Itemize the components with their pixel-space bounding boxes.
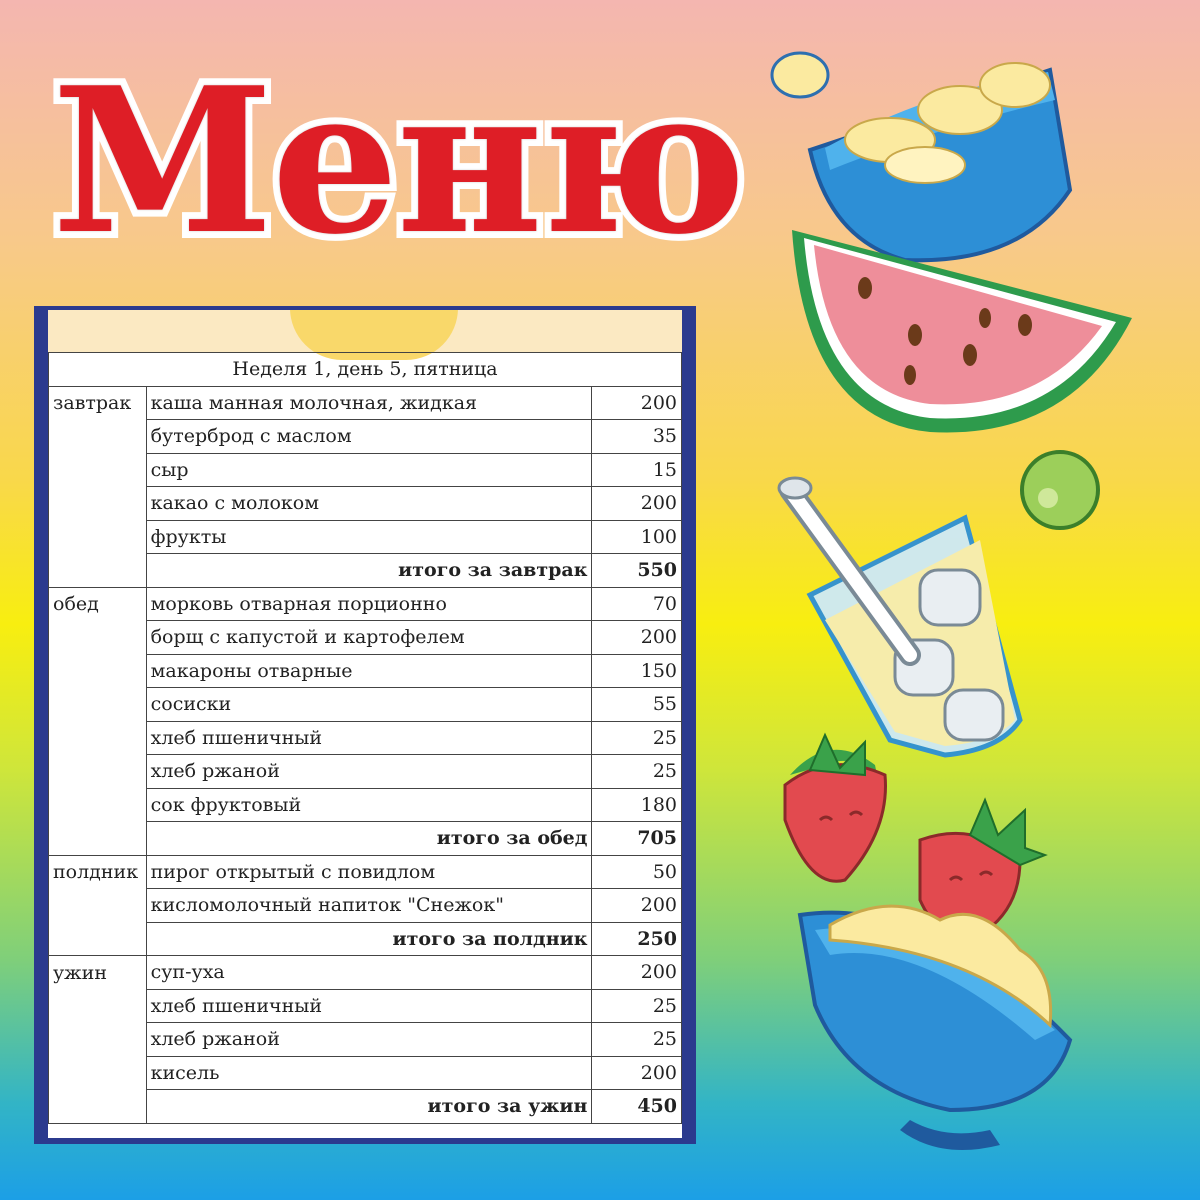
table-heading: Неделя 1, день 5, пятница [49, 353, 682, 387]
portion-amount: 50 [592, 855, 682, 889]
meal-cell [49, 420, 147, 454]
dish-name: кисломолочный напиток "Снежок" [146, 889, 592, 923]
table-total-row [49, 922, 682, 956]
meal-cell [49, 487, 147, 521]
dish-name: макароны отварные [146, 654, 592, 688]
meal-cell [49, 621, 147, 655]
total-value: 450 [592, 1090, 682, 1124]
table-heading-row [49, 353, 682, 387]
meal-cell: ужин [49, 956, 147, 990]
meal-cell: обед [49, 587, 147, 621]
meal-cell [49, 554, 147, 588]
table-total-row [49, 822, 682, 856]
green-pea-icon [1022, 452, 1098, 528]
portion-amount: 55 [592, 688, 682, 722]
meal-cell [49, 989, 147, 1023]
portion-amount: 200 [592, 956, 682, 990]
table-row [49, 654, 682, 688]
portion-amount: 100 [592, 520, 682, 554]
total-value: 250 [592, 922, 682, 956]
dish-name: хлеб ржаной [146, 1023, 592, 1057]
dish-name: хлеб ржаной [146, 755, 592, 789]
total-value: 705 [592, 822, 682, 856]
menu-table [48, 352, 682, 1124]
meal-cell: полдник [49, 855, 147, 889]
table-row [49, 989, 682, 1023]
total-label: итого за обед [146, 822, 592, 856]
dish-name: сок фруктовый [146, 788, 592, 822]
table-row [49, 520, 682, 554]
portion-amount: 35 [592, 420, 682, 454]
drink-cup-with-straw-icon [779, 478, 1020, 755]
table-row [49, 755, 682, 789]
portion-amount: 15 [592, 453, 682, 487]
portion-amount: 200 [592, 487, 682, 521]
portion-amount: 70 [592, 587, 682, 621]
dish-name: какао с молоком [146, 487, 592, 521]
table-row [49, 889, 682, 923]
page-title: Меню [52, 44, 745, 279]
dish-name: хлеб пшеничный [146, 989, 592, 1023]
dish-name: фрукты [146, 520, 592, 554]
total-label: итого за ужин [146, 1090, 592, 1124]
meal-cell [49, 1056, 147, 1090]
dish-name: кисель [146, 1056, 592, 1090]
table-total-row [49, 554, 682, 588]
dish-name: сыр [146, 453, 592, 487]
dish-name: хлеб пшеничный [146, 721, 592, 755]
table-row [49, 453, 682, 487]
table-row [49, 788, 682, 822]
meal-cell [49, 1090, 147, 1124]
table-row [49, 621, 682, 655]
table-total-row [49, 1090, 682, 1124]
table-row [49, 1023, 682, 1057]
dish-name: борщ с капустой и картофелем [146, 621, 592, 655]
portion-amount: 200 [592, 621, 682, 655]
total-value: 550 [592, 554, 682, 588]
table-row [49, 386, 682, 420]
meal-cell [49, 889, 147, 923]
dish-name: бутерброд с маслом [146, 420, 592, 454]
table-row [49, 487, 682, 521]
total-label: итого за полдник [146, 922, 592, 956]
meal-cell [49, 654, 147, 688]
dish-name: морковь отварная порционно [146, 587, 592, 621]
dish-name: пирог открытый с повидлом [146, 855, 592, 889]
meal-cell [49, 1023, 147, 1057]
table-row [49, 956, 682, 990]
table-row [49, 420, 682, 454]
portion-amount: 25 [592, 1023, 682, 1057]
strawberry-icon [920, 800, 1045, 937]
strawberry-icon [785, 735, 886, 881]
meal-cell [49, 688, 147, 722]
meal-cell [49, 453, 147, 487]
food-illustrations [770, 30, 1190, 1180]
dish-name: сосиски [146, 688, 592, 722]
table-row [49, 855, 682, 889]
meal-cell [49, 520, 147, 554]
dish-name: суп-уха [146, 956, 592, 990]
watermelon-slice-icon [792, 230, 1132, 432]
meal-cell [49, 788, 147, 822]
meal-cell [49, 755, 147, 789]
table-row [49, 721, 682, 755]
meal-cell [49, 822, 147, 856]
portion-amount: 200 [592, 889, 682, 923]
meal-cell [49, 922, 147, 956]
total-label: итого за завтрак [146, 554, 592, 588]
bowl-of-cereal-icon [772, 53, 1070, 260]
bowl-of-popcorn-icon [800, 906, 1070, 1150]
table-row [49, 587, 682, 621]
dish-name: каша манная молочная, жидкая [146, 386, 592, 420]
meal-cell [49, 721, 147, 755]
portion-amount: 200 [592, 386, 682, 420]
portion-amount: 150 [592, 654, 682, 688]
portion-amount: 25 [592, 721, 682, 755]
table-row [49, 688, 682, 722]
portion-amount: 25 [592, 755, 682, 789]
meal-cell: завтрак [49, 386, 147, 420]
portion-amount: 25 [592, 989, 682, 1023]
menu-sheet [34, 306, 696, 1144]
portion-amount: 200 [592, 1056, 682, 1090]
portion-amount: 180 [592, 788, 682, 822]
table-row [49, 1056, 682, 1090]
menu-sheet-paper [48, 310, 682, 1138]
